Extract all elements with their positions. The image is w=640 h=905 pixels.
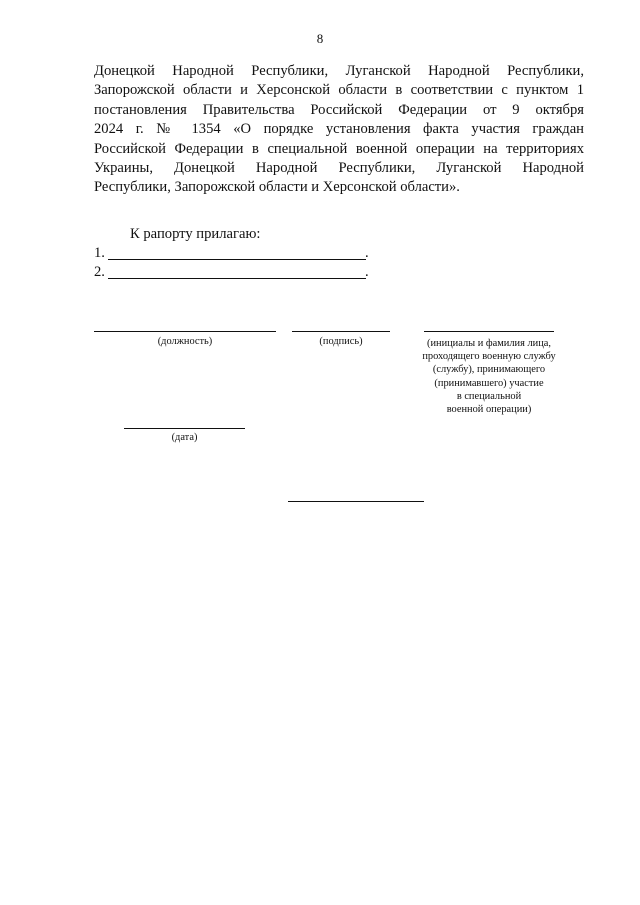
attachment-blank-line — [108, 259, 366, 260]
position-caption: (должность) — [157, 336, 213, 347]
body-line: Российской Федерации в специальной военной операции на территориях — [94, 140, 584, 157]
attachment-blank-line — [108, 278, 366, 279]
signature-line — [292, 331, 390, 332]
name-caption-line: (инициалы и фамилия лица, — [426, 338, 551, 349]
name-caption — [408, 337, 570, 416]
page-number: 8 — [316, 31, 324, 46]
body-line: 2024 г. № 1354 «О порядке установления факта участия граждан — [94, 121, 584, 138]
attachment-end-punctuation: . — [365, 245, 369, 261]
attachment-item-2 — [94, 264, 384, 282]
attachment-end-punctuation: . — [365, 264, 369, 280]
body-line: Донецкой Народной Республики, Луганской Народной Республики, — [94, 63, 584, 79]
body-line: Республики, Запорожской области и Херсонской области». — [94, 179, 460, 196]
attachment-number: 2. — [94, 264, 105, 280]
signature-caption: (подпись) — [319, 336, 363, 347]
attachments-heading: К рапорту прилагаю: — [130, 226, 261, 242]
body-line: Запорожской области и Херсонской области в соответствии с пунктом 1 — [94, 82, 584, 99]
attachment-item-1 — [94, 245, 384, 263]
name-signature-line — [424, 331, 554, 332]
name-caption-line: (службу), принимающего — [432, 364, 546, 376]
body-paragraph — [94, 62, 584, 198]
date-line — [124, 428, 245, 429]
end-of-document-rule — [288, 501, 424, 502]
attachment-number: 1. — [94, 245, 105, 261]
date-caption: (дата) — [171, 432, 198, 443]
body-line: Украины, Донецкой Народной Республики, Луганской Народной — [94, 160, 584, 177]
name-caption-line: в специальной — [456, 390, 522, 402]
name-caption-line: проходящего военную службу — [422, 351, 556, 363]
name-caption-line: (принимавшего) участие — [434, 377, 544, 389]
position-signature-line — [94, 331, 276, 332]
body-line: постановления Правительства Российской Федерации от 9 октября — [94, 101, 584, 118]
name-caption-line: военной операции) — [446, 404, 532, 416]
